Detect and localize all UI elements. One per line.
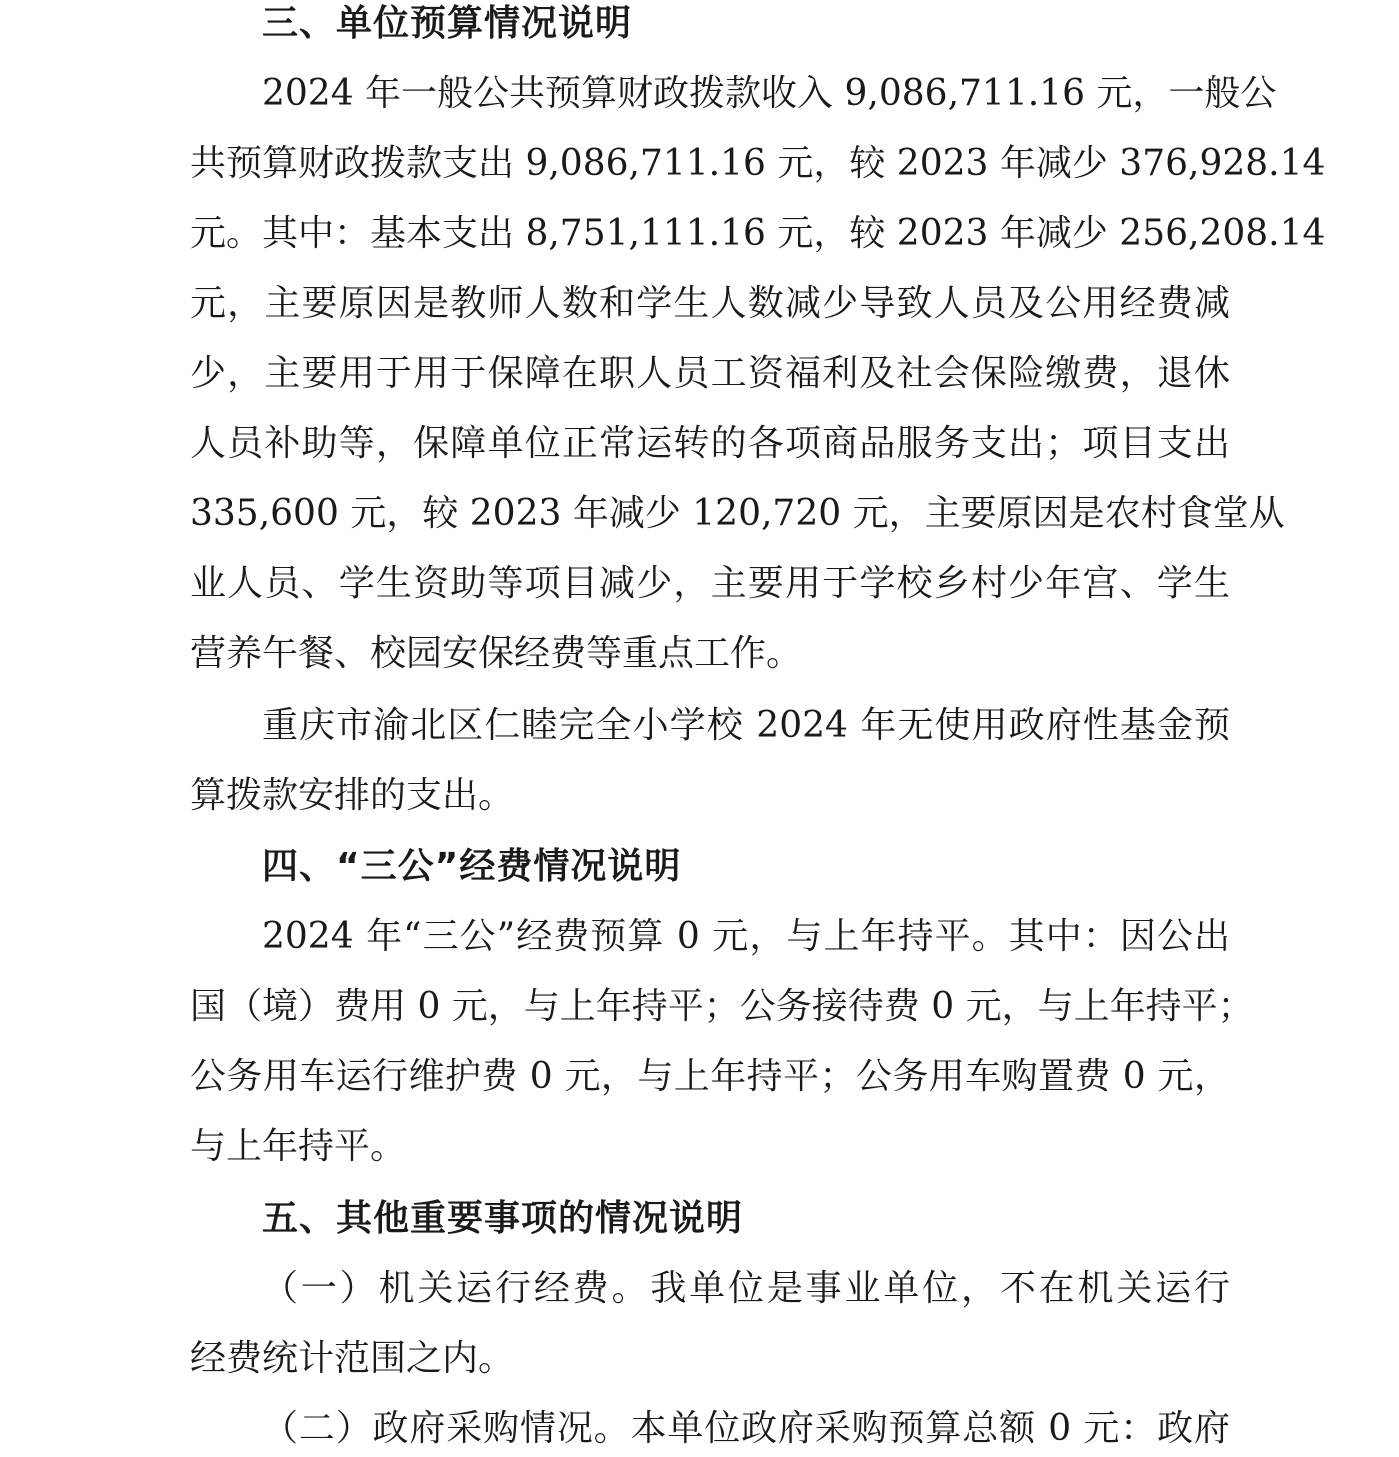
section-4-paragraph-line: 国（境）费用 0 元，与上年持平；公务接待费 0 元，与上年持平； [190, 986, 1254, 1027]
section-3-paragraph-line: 元。其中：基本支出 8,751,111.16 元，较 2023 年减少 256,208.14 [190, 213, 1326, 254]
section-5-item-2-line: （二）政府采购情况。本单位政府采购预算总额 0 元：政府 [262, 1408, 1230, 1449]
section-3-paragraph-line: 营养午餐、校园安保经费等重点工作。 [190, 633, 803, 674]
section-3-paragraph-line: 2024 年一般公共预算财政拨款收入 9,086,711.16 元，一般公 [262, 73, 1277, 114]
section-3-paragraph-line: 共预算财政拨款支出 9,086,711.16 元，较 2023 年减少 376,928.14 [190, 143, 1326, 184]
section-3-paragraph-line: 人员补助等，保障单位正常运转的各项商品服务支出；项目支出 [190, 423, 1230, 464]
section-3-paragraph-line: 元，主要原因是教师人数和学生人数减少导致人员及公用经费减 [190, 283, 1230, 324]
fund-paragraph-line: 重庆市渝北区仁睦完全小学校 2024 年无使用政府性基金预 [262, 705, 1230, 746]
section-4-paragraph-line: 公务用车运行维护费 0 元，与上年持平；公务用车购置费 0 元， [190, 1056, 1230, 1097]
fund-paragraph-line: 算拨款安排的支出。 [190, 775, 515, 816]
section-3-paragraph-line: 业人员、学生资助等项目减少，主要用于学校乡村少年宫、学生 [190, 563, 1230, 604]
section-5-item-1-line: 经费统计范围之内。 [190, 1338, 515, 1379]
section-5-heading: 五、其他重要事项的情况说明 [262, 1198, 744, 1239]
section-5-item-1-line: （一）机关运行经费。我单位是事业单位，不在机关运行 [262, 1268, 1230, 1309]
section-4-paragraph-line: 2024 年“三公”经费预算 0 元，与上年持平。其中：因公出 [262, 916, 1230, 957]
section-3-heading: 三、单位预算情况说明 [262, 3, 633, 44]
section-4-paragraph-line: 与上年持平。 [190, 1126, 407, 1167]
section-3-paragraph-line: 335,600 元，较 2023 年减少 120,720 元，主要原因是农村食堂从 [190, 493, 1285, 534]
section-4-heading: 四、“三公”经费情况说明 [262, 846, 682, 887]
section-3-paragraph-line: 少，主要用于用于保障在职人员工资福利及社会保险缴费，退休 [190, 353, 1230, 394]
